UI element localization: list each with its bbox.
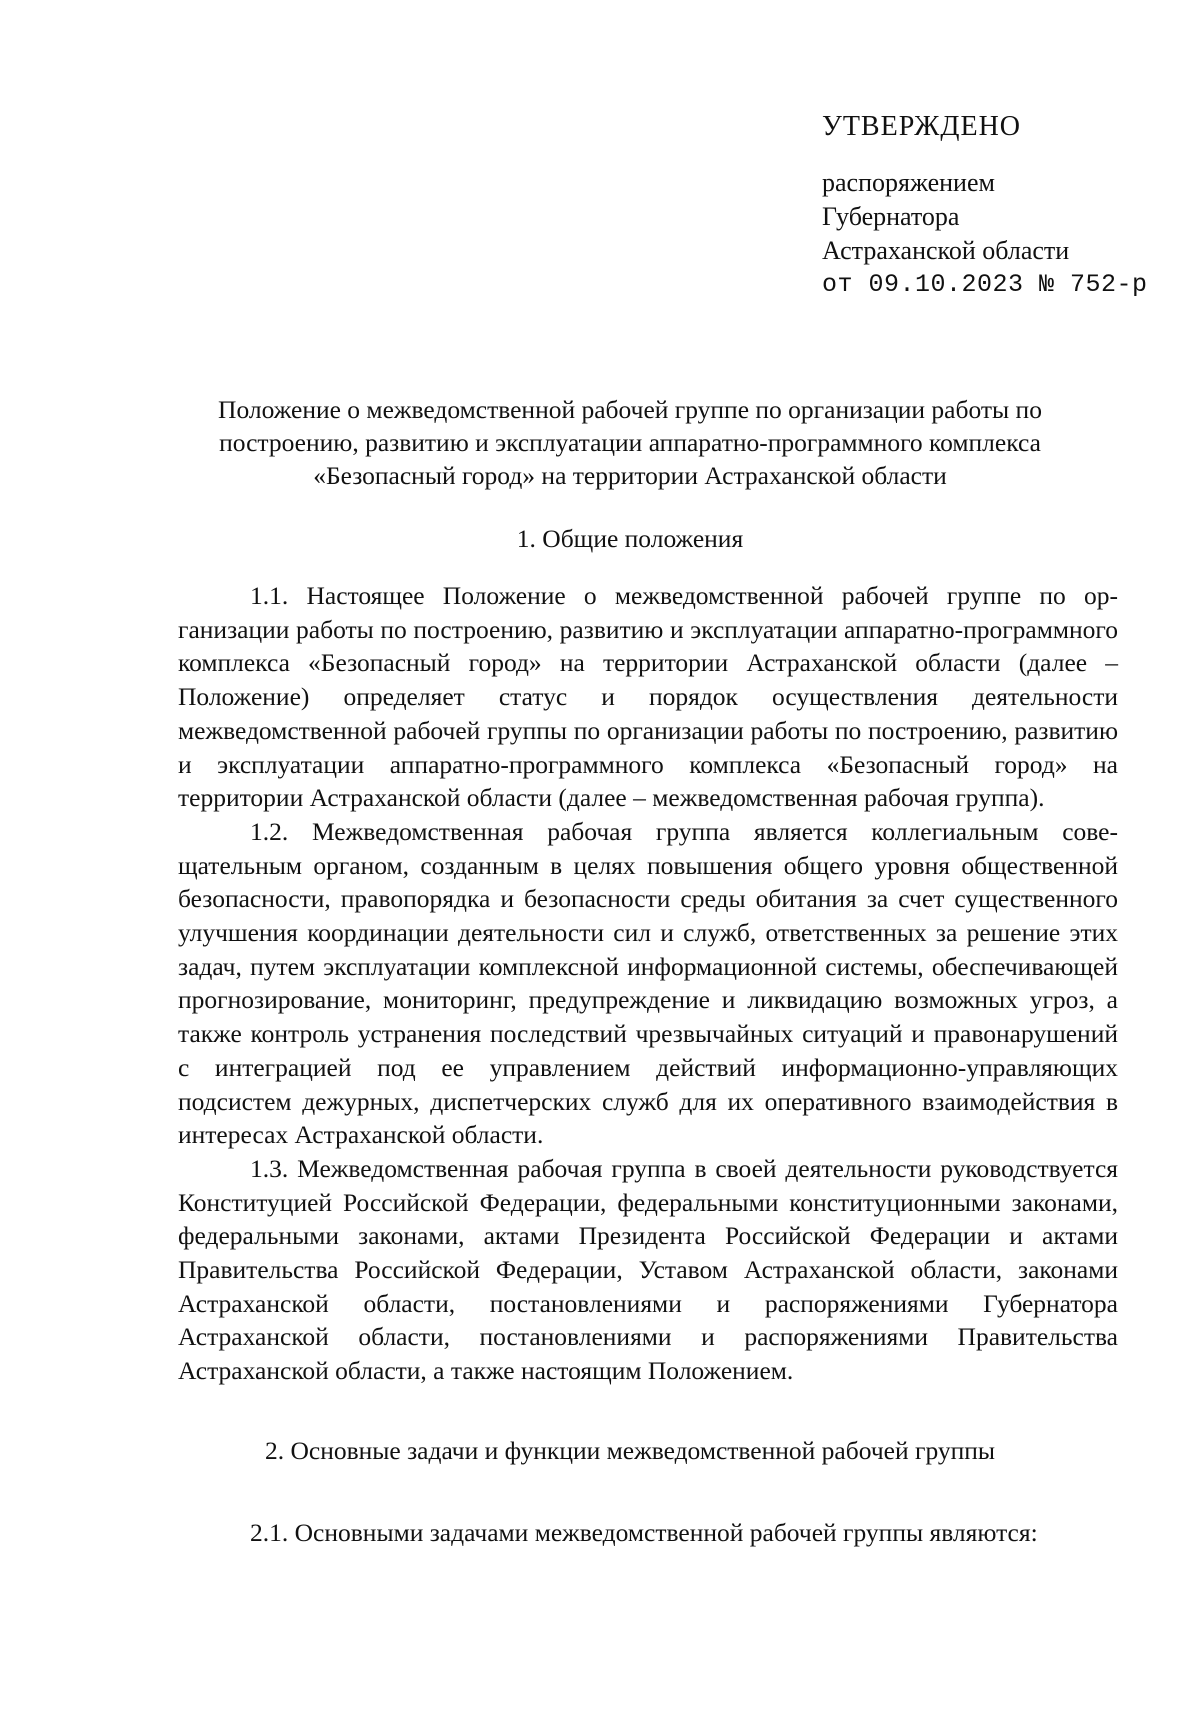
document-title-line-3: «Безопасный город» на территории Астраханской области	[313, 461, 947, 490]
paragraph-1-2: 1.2. Межведомственная рабочая группа является коллегиальным совещательным органом, созданным в целях повышения общего уровня общественной безопасности, правопорядка и безопасности среды обитания за счет существенного улучшения координации деятельности сил и служб, ответственных за решение этих задач, путем эксплуатации комплексной информационной системы, обеспечивающей прогнозирование, мониторинг, предупреждение и ликвидацию возможных угроз, а также контроль устранения последствий чрезвычайных ситуаций и правонарушений с интеграцией под ее управлением действий информационно-управляющих подсистем дежурных, диспетчерских служб для их оперативного взаимодействия в интересах Астраханской области.	[178, 816, 1118, 1150]
paragraph-2-1: 2.1. Основными задачами межведомственной рабочей группы являются:	[250, 1518, 1038, 1547]
paragraph-1-1: 1.1. Настоящее Положение о межведомственной рабочей группе по организации работы по построению, развитию и эксплуатации аппаратно-программного комплекса «Безопасный город» на территории Астраханской области (далее – Положение) определяет статус и порядок осуществления деятельности межведомственной рабочей группы по организации работы по построению, развитию и эксплуатации аппаратно-программного комплекса «Безопасный город» на территории Астраханской области (далее – межведомственная рабочая группа).	[178, 581, 1118, 813]
approval-block	[822, 110, 1162, 302]
section-2-heading: 2. Основные задачи и функции межведомственной рабочей группы	[264, 1436, 996, 1465]
approval-date-number: от 09.10.2023 № 752-р	[822, 270, 1148, 299]
section-1-heading: 1. Общие положения	[516, 524, 744, 553]
document-title-line-2: построению, развитию и эксплуатации аппаратно-программного комплекса	[219, 428, 1041, 457]
approval-heading: УТВЕРЖДЕНО	[822, 111, 1022, 142]
approval-line-3: Астраханской области	[822, 236, 1070, 265]
document-title-line-1: Положение о межведомственной рабочей группе по организации работы по	[218, 395, 1042, 424]
approval-line-1: распоряжением	[822, 168, 995, 197]
paragraph-1-3: 1.3. Межведомственная рабочая группа в своей деятельности руководствуется Конституцией Российской Федерации, федеральными конституционными законами, федеральными законами, актами Президента Российской Федерации и актами Правительства Российской Федерации, Уставом Астраханской области, законами Астраханской области, постановлениями и распоряжениями Губернатора Астраханской области, постановлениями и распоряжениями Правительства Астраханской области, а также настоящим Положением.	[178, 1153, 1118, 1386]
section-1-body	[178, 579, 1118, 1388]
document-title	[150, 393, 1110, 492]
approval-line-2: Губернатора	[822, 202, 960, 231]
